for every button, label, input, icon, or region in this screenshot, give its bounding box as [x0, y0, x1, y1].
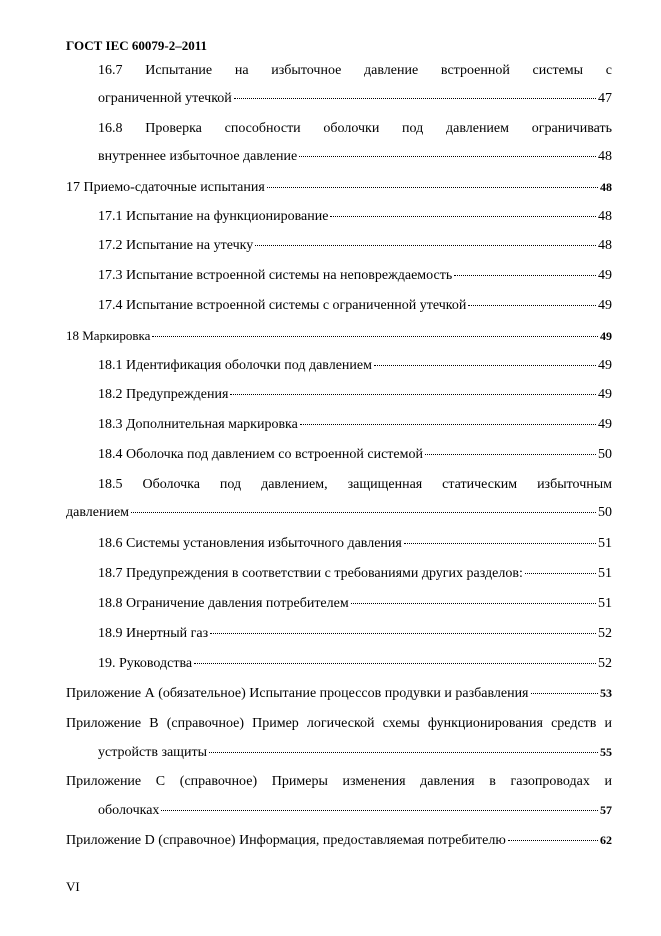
page-number: 50	[598, 447, 612, 462]
page-number: 57	[600, 803, 612, 817]
dot-leader	[255, 244, 596, 246]
dot-leader	[531, 692, 599, 694]
page-number: 48	[600, 180, 612, 194]
page-number: 49	[598, 358, 612, 373]
dot-leader	[299, 155, 596, 157]
dot-leader	[404, 542, 596, 544]
dot-leader	[300, 423, 596, 425]
toc-entry-18-9[interactable]	[98, 626, 612, 642]
toc-entry-18-5-line1: 18.5 Оболочка под давлением, защищенная статическим избыточным	[98, 477, 612, 492]
toc-entry-text: 18.3 Дополнительная маркировка	[98, 417, 298, 432]
toc-entry-17-4[interactable]	[98, 298, 612, 314]
toc-appendix-c-line1: Приложение C (справочное) Примеры изменения давления в газопроводах и	[66, 774, 612, 789]
toc-entry-18-2[interactable]	[98, 387, 612, 403]
toc-entry-17-2[interactable]	[98, 238, 612, 254]
toc-entry-text: 17 Приемо-сдаточные испытания	[66, 180, 265, 195]
page-number: 49	[598, 387, 612, 402]
page-number: 48	[598, 209, 612, 224]
toc-entry-18-7[interactable]	[98, 566, 612, 582]
toc-entry-18-3[interactable]	[98, 417, 612, 433]
toc-entry-16-7[interactable]	[98, 91, 612, 107]
page-number-footer: VI	[66, 879, 80, 894]
page-number: 49	[600, 329, 612, 343]
page-number: 52	[598, 656, 612, 671]
dot-leader	[131, 511, 596, 513]
toc-entry-18-5[interactable]	[66, 505, 612, 521]
dot-leader	[351, 602, 596, 604]
toc-entry-17-3[interactable]	[98, 268, 612, 284]
toc-entry-text: устройств защиты	[98, 745, 207, 760]
dot-leader	[267, 186, 598, 188]
page-number: 49	[598, 417, 612, 432]
dot-leader	[454, 274, 596, 276]
dot-leader	[374, 364, 596, 366]
dot-leader	[194, 662, 596, 664]
dot-leader	[209, 751, 598, 753]
document-header: ГОСТ IEC 60079-2–2011	[66, 38, 208, 53]
toc-entry-16-8-line1: 16.8 Проверка способности оболочки под давлением ограничивать	[98, 121, 612, 136]
toc-entry-19[interactable]	[98, 656, 612, 672]
page-number: 51	[598, 536, 612, 551]
dot-leader	[152, 335, 598, 337]
toc-appendix-b[interactable]	[98, 745, 612, 761]
page-number: 51	[598, 566, 612, 581]
dot-leader	[525, 572, 596, 574]
toc-entry-text: 18.9 Инертный газ	[98, 626, 209, 641]
toc-entry-18-1[interactable]	[98, 358, 612, 374]
toc-entry-text: 19. Руководства	[98, 656, 193, 671]
toc-entry-text: 18.2 Предупреждения	[98, 387, 229, 402]
toc-entry-text: Приложение D (справочное) Информация, предоставляемая потребителю	[66, 833, 506, 848]
page-number: 51	[598, 596, 612, 611]
toc-entry-text: оболочках	[98, 803, 160, 818]
dot-leader	[161, 809, 598, 811]
toc-entry-text: 17.1 Испытание на функционирование	[98, 209, 329, 224]
toc-appendix-a[interactable]	[66, 686, 612, 702]
page-number: 47	[598, 91, 612, 106]
page-number: 53	[600, 686, 612, 700]
toc-entry-18-4[interactable]	[98, 447, 612, 463]
toc-entry-text: 18 Маркировка	[66, 328, 151, 343]
dot-leader	[425, 453, 596, 455]
toc-appendix-b-line1: Приложение B (справочное) Пример логической схемы функционирования средств и	[66, 716, 612, 731]
toc-entry-18[interactable]	[66, 328, 612, 344]
toc-entry-16-8[interactable]	[98, 149, 612, 165]
page-number: 55	[600, 745, 612, 759]
dot-leader	[330, 215, 596, 217]
toc-entry-text: давлением	[66, 505, 130, 520]
page-number: 49	[598, 298, 612, 313]
dot-leader	[230, 393, 596, 395]
toc-entry-text: 18.8 Ограничение давления потребителем	[98, 596, 349, 611]
page-number: 50	[598, 505, 612, 520]
page-number: 48	[598, 238, 612, 253]
toc-entry-text: Приложение А (обязательное) Испытание процессов продувки и разбавления	[66, 686, 529, 701]
toc-entry-text: 18.7 Предупреждения в соответствии с требованиями других разделов:	[98, 566, 523, 581]
toc-entry-17[interactable]	[66, 180, 612, 196]
toc-entry-18-8[interactable]	[98, 596, 612, 612]
toc-entry-text: 18.4 Оболочка под давлением со встроенной системой	[98, 447, 423, 462]
toc-entry-text: 18.1 Идентификация оболочки под давлением	[98, 358, 372, 373]
dot-leader	[210, 632, 596, 634]
toc-entry-text: 17.2 Испытание на утечку	[98, 238, 254, 253]
toc-entry-text: ограниченной утечкой	[98, 91, 232, 106]
dot-leader	[234, 97, 596, 99]
page-number: 49	[598, 268, 612, 283]
page-number: 52	[598, 626, 612, 641]
toc-entry-16-7-line1: 16.7 Испытание на избыточное давление встроенной системы с	[98, 63, 612, 78]
toc-entry-17-1[interactable]	[98, 209, 612, 225]
page-number: 62	[600, 833, 612, 847]
toc-entry-text: 17.4 Испытание встроенной системы с ограниченной утечкой	[98, 298, 467, 313]
toc-entry-text: 18.6 Системы установления избыточного давления	[98, 536, 402, 551]
dot-leader	[468, 304, 596, 306]
page-number: 48	[598, 149, 612, 164]
dot-leader	[508, 839, 598, 841]
toc-entry-text: 17.3 Испытание встроенной системы на неповреждаемость	[98, 268, 453, 283]
toc-appendix-c[interactable]	[98, 803, 612, 819]
toc-appendix-d[interactable]	[66, 833, 612, 849]
toc-entry-text: внутреннее избыточное давление	[98, 149, 298, 164]
toc-entry-18-6[interactable]	[98, 536, 612, 552]
